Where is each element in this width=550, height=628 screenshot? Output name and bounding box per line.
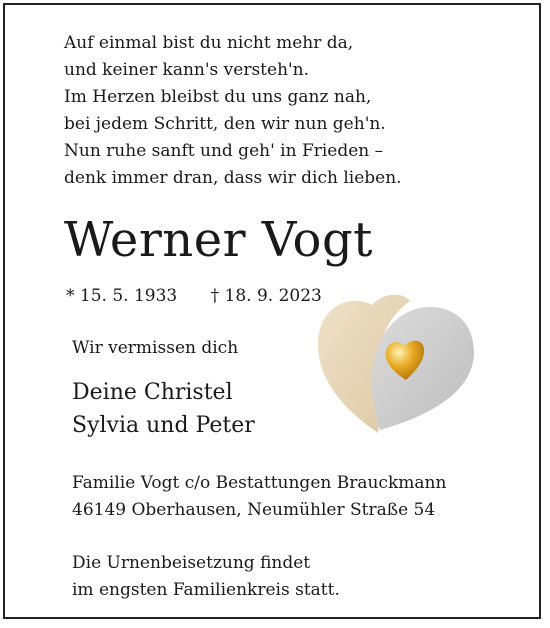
signer: Deine Christel [72,380,233,405]
burial-line: Die Urnenbeisetzung findet [72,553,311,573]
poem-line: Im Herzen bleibst du uns ganz nah, [64,87,372,107]
poem-line: bei jedem Schritt, den wir nun geh'n. [64,114,386,134]
signer: Sylvia und Peter [72,413,255,438]
life-dates [66,284,322,308]
poem-line: Nun ruhe sanft und geh' in Frieden – [64,141,384,161]
poem-line: Auf einmal bist du nicht mehr da, [64,33,354,53]
poem-line: denk immer dran, dass wir dich lieben. [64,168,402,188]
address-line: Familie Vogt c/o Bestattungen Brauckmann [72,473,447,493]
burial-note [72,550,340,604]
burial-line: im engsten Familienkreis statt. [72,580,340,600]
death-date: † 18. 9. 2023 [210,286,322,306]
deceased-name: Werner Vogt [64,212,373,268]
poem-line: und keiner kann's versteh'n. [64,60,310,80]
signers [72,376,255,442]
poem [64,30,402,192]
contact-address [72,470,446,524]
birth-date: * 15. 5. 1933 [66,286,178,306]
hearts-icon [310,285,480,435]
address-line: 46149 Oberhausen, Neumühler Straße 54 [72,500,436,520]
message: Wir vermissen dich [72,338,239,358]
